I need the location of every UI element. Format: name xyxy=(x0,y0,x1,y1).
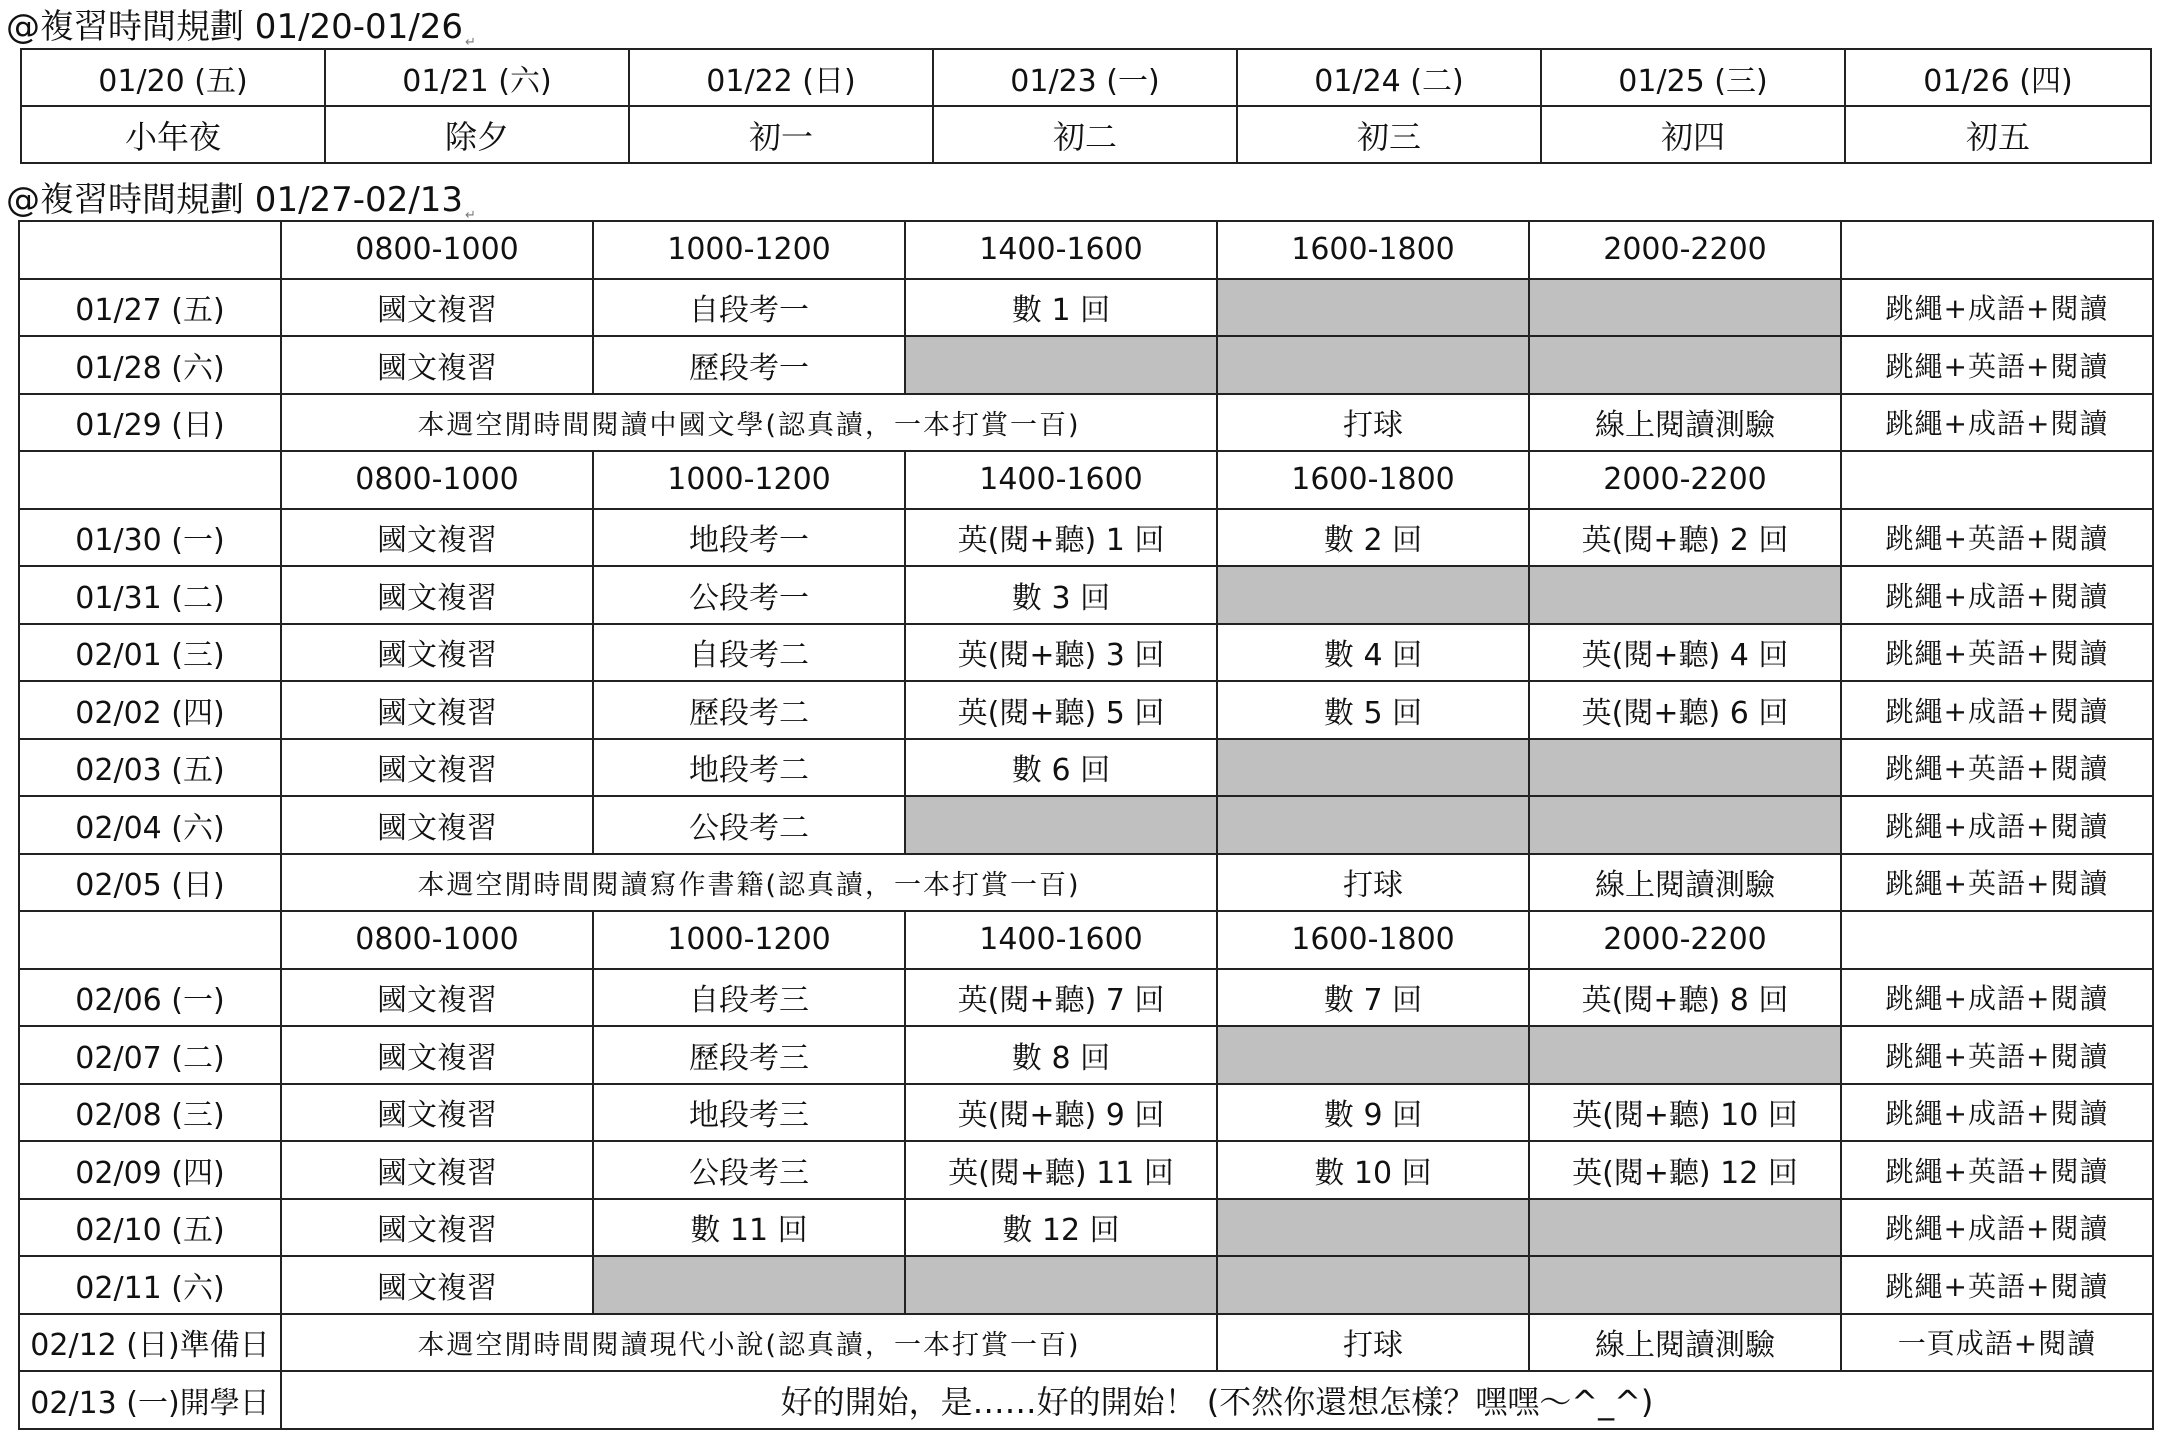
holiday-cell: 初三 xyxy=(1237,106,1541,163)
activity-cell: 跳繩+成語+閱讀 xyxy=(1841,279,2153,337)
time-slot-header: 1600-1800 xyxy=(1217,451,1529,509)
task-cell: 公段考三 xyxy=(593,1141,905,1199)
closing-message-cell: 好的開始，是……好的開始！ (不然你還想怎樣？嘿嘿～^_^) xyxy=(281,1371,2153,1429)
task-cell: 英(閱+聽) 9 回 xyxy=(905,1084,1217,1142)
task-cell: 國文複習 xyxy=(281,1084,593,1142)
task-cell: 英(閱+聽) 10 回 xyxy=(1529,1084,1841,1142)
task-cell: 國文複習 xyxy=(281,566,593,624)
table-row xyxy=(19,279,2153,337)
task-cell: 英(閱+聽) 3 回 xyxy=(905,624,1217,682)
time-slot-header: 1000-1200 xyxy=(593,221,905,279)
time-slot-header: 1600-1800 xyxy=(1217,221,1529,279)
activity-cell: 跳繩+成語+閱讀 xyxy=(1841,681,2153,739)
paragraph-mark-icon: ↵ xyxy=(465,207,476,223)
table-row xyxy=(19,1026,2153,1084)
table-row xyxy=(21,49,2151,106)
holiday-cell: 初五 xyxy=(1845,106,2151,163)
empty-cell xyxy=(19,451,281,509)
time-slot-header: 2000-2200 xyxy=(1529,451,1841,509)
task-cell xyxy=(1217,1199,1529,1257)
task-cell: 數 10 回 xyxy=(1217,1141,1529,1199)
task-cell: 英(閱+聽) 4 回 xyxy=(1529,624,1841,682)
task-cell: 線上閱讀測驗 xyxy=(1529,394,1841,452)
date-cell: 02/08 (三) xyxy=(19,1084,281,1142)
heading-text: @複習時間規劃 01/27-02/13 xyxy=(6,180,464,220)
task-cell: 英(閱+聽) 2 回 xyxy=(1529,509,1841,567)
task-cell: 打球 xyxy=(1217,854,1529,912)
task-cell: 數 7 回 xyxy=(1217,969,1529,1027)
date-cell: 01/30 (一) xyxy=(19,509,281,567)
activity-cell: 一頁成語+閱讀 xyxy=(1841,1314,2153,1372)
table-row xyxy=(19,1314,2153,1372)
time-slot-header: 1400-1600 xyxy=(905,221,1217,279)
task-cell xyxy=(1529,1256,1841,1314)
time-slot-header: 0800-1000 xyxy=(281,451,593,509)
task-cell: 國文複習 xyxy=(281,1026,593,1084)
date-cell: 01/29 (日) xyxy=(19,394,281,452)
table-row xyxy=(19,1141,2153,1199)
task-cell xyxy=(1529,566,1841,624)
task-cell: 英(閱+聽) 8 回 xyxy=(1529,969,1841,1027)
time-header-row xyxy=(19,451,2153,509)
task-cell: 線上閱讀測驗 xyxy=(1529,854,1841,912)
date-cell: 02/10 (五) xyxy=(19,1199,281,1257)
activity-cell: 跳繩+英語+閱讀 xyxy=(1841,1026,2153,1084)
task-cell: 自段考一 xyxy=(593,279,905,337)
date-cell: 02/04 (六) xyxy=(19,796,281,854)
task-cell: 國文複習 xyxy=(281,1199,593,1257)
empty-cell xyxy=(19,911,281,969)
time-slot-header: 0800-1000 xyxy=(281,221,593,279)
task-cell xyxy=(1217,279,1529,337)
task-cell xyxy=(1529,1026,1841,1084)
date-cell: 01/25 (三) xyxy=(1541,49,1845,106)
task-cell xyxy=(905,796,1217,854)
task-cell: 打球 xyxy=(1217,1314,1529,1372)
reading-plan-cell: 本週空閒時間閱讀寫作書籍(認真讀，一本打賞一百) xyxy=(281,854,1217,912)
table-row xyxy=(19,394,2153,452)
date-cell: 01/24 (二) xyxy=(1237,49,1541,106)
task-cell xyxy=(1529,796,1841,854)
task-cell: 國文複習 xyxy=(281,1256,593,1314)
date-cell: 01/27 (五) xyxy=(19,279,281,337)
task-cell xyxy=(1217,739,1529,797)
task-cell xyxy=(1217,796,1529,854)
task-cell xyxy=(1217,1026,1529,1084)
activity-cell: 跳繩+成語+閱讀 xyxy=(1841,1084,2153,1142)
activity-cell: 跳繩+英語+閱讀 xyxy=(1841,739,2153,797)
task-cell: 英(閱+聽) 5 回 xyxy=(905,681,1217,739)
task-cell: 國文複習 xyxy=(281,739,593,797)
activity-cell: 跳繩+成語+閱讀 xyxy=(1841,796,2153,854)
table-row xyxy=(19,796,2153,854)
date-cell: 02/03 (五) xyxy=(19,739,281,797)
date-cell: 02/12 (日)準備日 xyxy=(19,1314,281,1372)
table-row xyxy=(19,509,2153,567)
task-cell: 線上閱讀測驗 xyxy=(1529,1314,1841,1372)
task-cell: 國文複習 xyxy=(281,1141,593,1199)
task-cell: 數 3 回 xyxy=(905,566,1217,624)
date-cell: 01/31 (二) xyxy=(19,566,281,624)
table-row xyxy=(19,1199,2153,1257)
task-cell: 地段考二 xyxy=(593,739,905,797)
holiday-cell: 小年夜 xyxy=(21,106,325,163)
activity-cell: 跳繩+英語+閱讀 xyxy=(1841,624,2153,682)
task-cell: 地段考三 xyxy=(593,1084,905,1142)
time-slot-header: 1600-1800 xyxy=(1217,911,1529,969)
empty-cell xyxy=(1841,221,2153,279)
task-cell xyxy=(1529,739,1841,797)
date-cell: 01/23 (一) xyxy=(933,49,1237,106)
task-cell xyxy=(1529,1199,1841,1257)
activity-cell: 跳繩+英語+閱讀 xyxy=(1841,1256,2153,1314)
activity-cell: 跳繩+英語+閱讀 xyxy=(1841,336,2153,394)
task-cell: 公段考二 xyxy=(593,796,905,854)
table-row xyxy=(19,336,2153,394)
activity-cell: 跳繩+英語+閱讀 xyxy=(1841,854,2153,912)
task-cell: 數 5 回 xyxy=(1217,681,1529,739)
time-slot-header: 0800-1000 xyxy=(281,911,593,969)
task-cell: 數 11 回 xyxy=(593,1199,905,1257)
table-row xyxy=(19,854,2153,912)
task-cell: 英(閱+聽) 12 回 xyxy=(1529,1141,1841,1199)
activity-cell: 跳繩+成語+閱讀 xyxy=(1841,1199,2153,1257)
task-cell: 國文複習 xyxy=(281,624,593,682)
date-cell: 02/09 (四) xyxy=(19,1141,281,1199)
activity-cell: 跳繩+成語+閱讀 xyxy=(1841,566,2153,624)
table-row xyxy=(19,1256,2153,1314)
task-cell: 自段考二 xyxy=(593,624,905,682)
task-cell xyxy=(593,1256,905,1314)
task-cell: 國文複習 xyxy=(281,279,593,337)
date-cell: 02/13 (一)開學日 xyxy=(19,1371,281,1429)
task-cell: 英(閱+聽) 6 回 xyxy=(1529,681,1841,739)
task-cell xyxy=(1217,566,1529,624)
task-cell xyxy=(1217,336,1529,394)
task-cell: 數 4 回 xyxy=(1217,624,1529,682)
holiday-cell: 初四 xyxy=(1541,106,1845,163)
task-cell: 數 8 回 xyxy=(905,1026,1217,1084)
schedule-table-main xyxy=(18,220,2154,1430)
task-cell: 自段考三 xyxy=(593,969,905,1027)
task-cell: 數 12 回 xyxy=(905,1199,1217,1257)
table-row xyxy=(19,739,2153,797)
task-cell xyxy=(1529,336,1841,394)
reading-plan-cell: 本週空閒時間閱讀中國文學(認真讀，一本打賞一百) xyxy=(281,394,1217,452)
task-cell: 國文複習 xyxy=(281,796,593,854)
table-row xyxy=(19,624,2153,682)
table-row xyxy=(21,106,2151,163)
holiday-cell: 除夕 xyxy=(325,106,629,163)
time-header-row xyxy=(19,911,2153,969)
task-cell: 歷段考三 xyxy=(593,1026,905,1084)
table-row xyxy=(19,566,2153,624)
task-cell: 數 9 回 xyxy=(1217,1084,1529,1142)
table-row xyxy=(19,1084,2153,1142)
task-cell: 英(閱+聽) 11 回 xyxy=(905,1141,1217,1199)
task-cell: 打球 xyxy=(1217,394,1529,452)
task-cell: 國文複習 xyxy=(281,336,593,394)
empty-cell xyxy=(19,221,281,279)
paragraph-mark-icon: ↵ xyxy=(465,34,476,50)
time-slot-header: 1000-1200 xyxy=(593,911,905,969)
table-row xyxy=(19,681,2153,739)
task-cell: 國文複習 xyxy=(281,509,593,567)
task-cell xyxy=(905,1256,1217,1314)
time-header-row xyxy=(19,221,2153,279)
date-cell: 02/01 (三) xyxy=(19,624,281,682)
task-cell xyxy=(905,336,1217,394)
task-cell: 歷段考二 xyxy=(593,681,905,739)
activity-cell: 跳繩+英語+閱讀 xyxy=(1841,509,2153,567)
task-cell: 國文複習 xyxy=(281,681,593,739)
date-cell: 01/28 (六) xyxy=(19,336,281,394)
task-cell xyxy=(1529,279,1841,337)
task-cell: 公段考一 xyxy=(593,566,905,624)
activity-cell: 跳繩+英語+閱讀 xyxy=(1841,1141,2153,1199)
task-cell: 數 2 回 xyxy=(1217,509,1529,567)
table-row xyxy=(19,969,2153,1027)
task-cell: 地段考一 xyxy=(593,509,905,567)
time-slot-header: 2000-2200 xyxy=(1529,221,1841,279)
reading-plan-cell: 本週空閒時間閱讀現代小說(認真讀，一本打賞一百) xyxy=(281,1314,1217,1372)
task-cell: 國文複習 xyxy=(281,969,593,1027)
date-cell: 01/22 (日) xyxy=(629,49,933,106)
date-cell: 01/21 (六) xyxy=(325,49,629,106)
time-slot-header: 1400-1600 xyxy=(905,451,1217,509)
task-cell: 英(閱+聽) 7 回 xyxy=(905,969,1217,1027)
date-cell: 01/26 (四) xyxy=(1845,49,2151,106)
activity-cell: 跳繩+成語+閱讀 xyxy=(1841,969,2153,1027)
empty-cell xyxy=(1841,451,2153,509)
date-cell: 02/02 (四) xyxy=(19,681,281,739)
activity-cell: 跳繩+成語+閱讀 xyxy=(1841,394,2153,452)
task-cell: 英(閱+聽) 1 回 xyxy=(905,509,1217,567)
schedule-body xyxy=(19,221,2153,1429)
date-cell: 02/11 (六) xyxy=(19,1256,281,1314)
time-slot-header: 2000-2200 xyxy=(1529,911,1841,969)
date-cell: 02/07 (二) xyxy=(19,1026,281,1084)
time-slot-header: 1000-1200 xyxy=(593,451,905,509)
holiday-cell: 初二 xyxy=(933,106,1237,163)
heading-text: @複習時間規劃 01/20-01/26 xyxy=(6,7,464,47)
date-cell: 02/05 (日) xyxy=(19,854,281,912)
empty-cell xyxy=(1841,911,2153,969)
task-cell: 數 1 回 xyxy=(905,279,1217,337)
task-cell: 歷段考一 xyxy=(593,336,905,394)
task-cell xyxy=(1217,1256,1529,1314)
time-slot-header: 1400-1600 xyxy=(905,911,1217,969)
date-cell: 02/06 (一) xyxy=(19,969,281,1027)
holiday-cell: 初一 xyxy=(629,106,933,163)
date-cell: 01/20 (五) xyxy=(21,49,325,106)
task-cell: 數 6 回 xyxy=(905,739,1217,797)
table-row xyxy=(19,1371,2153,1429)
schedule-table-week1 xyxy=(20,48,2152,164)
